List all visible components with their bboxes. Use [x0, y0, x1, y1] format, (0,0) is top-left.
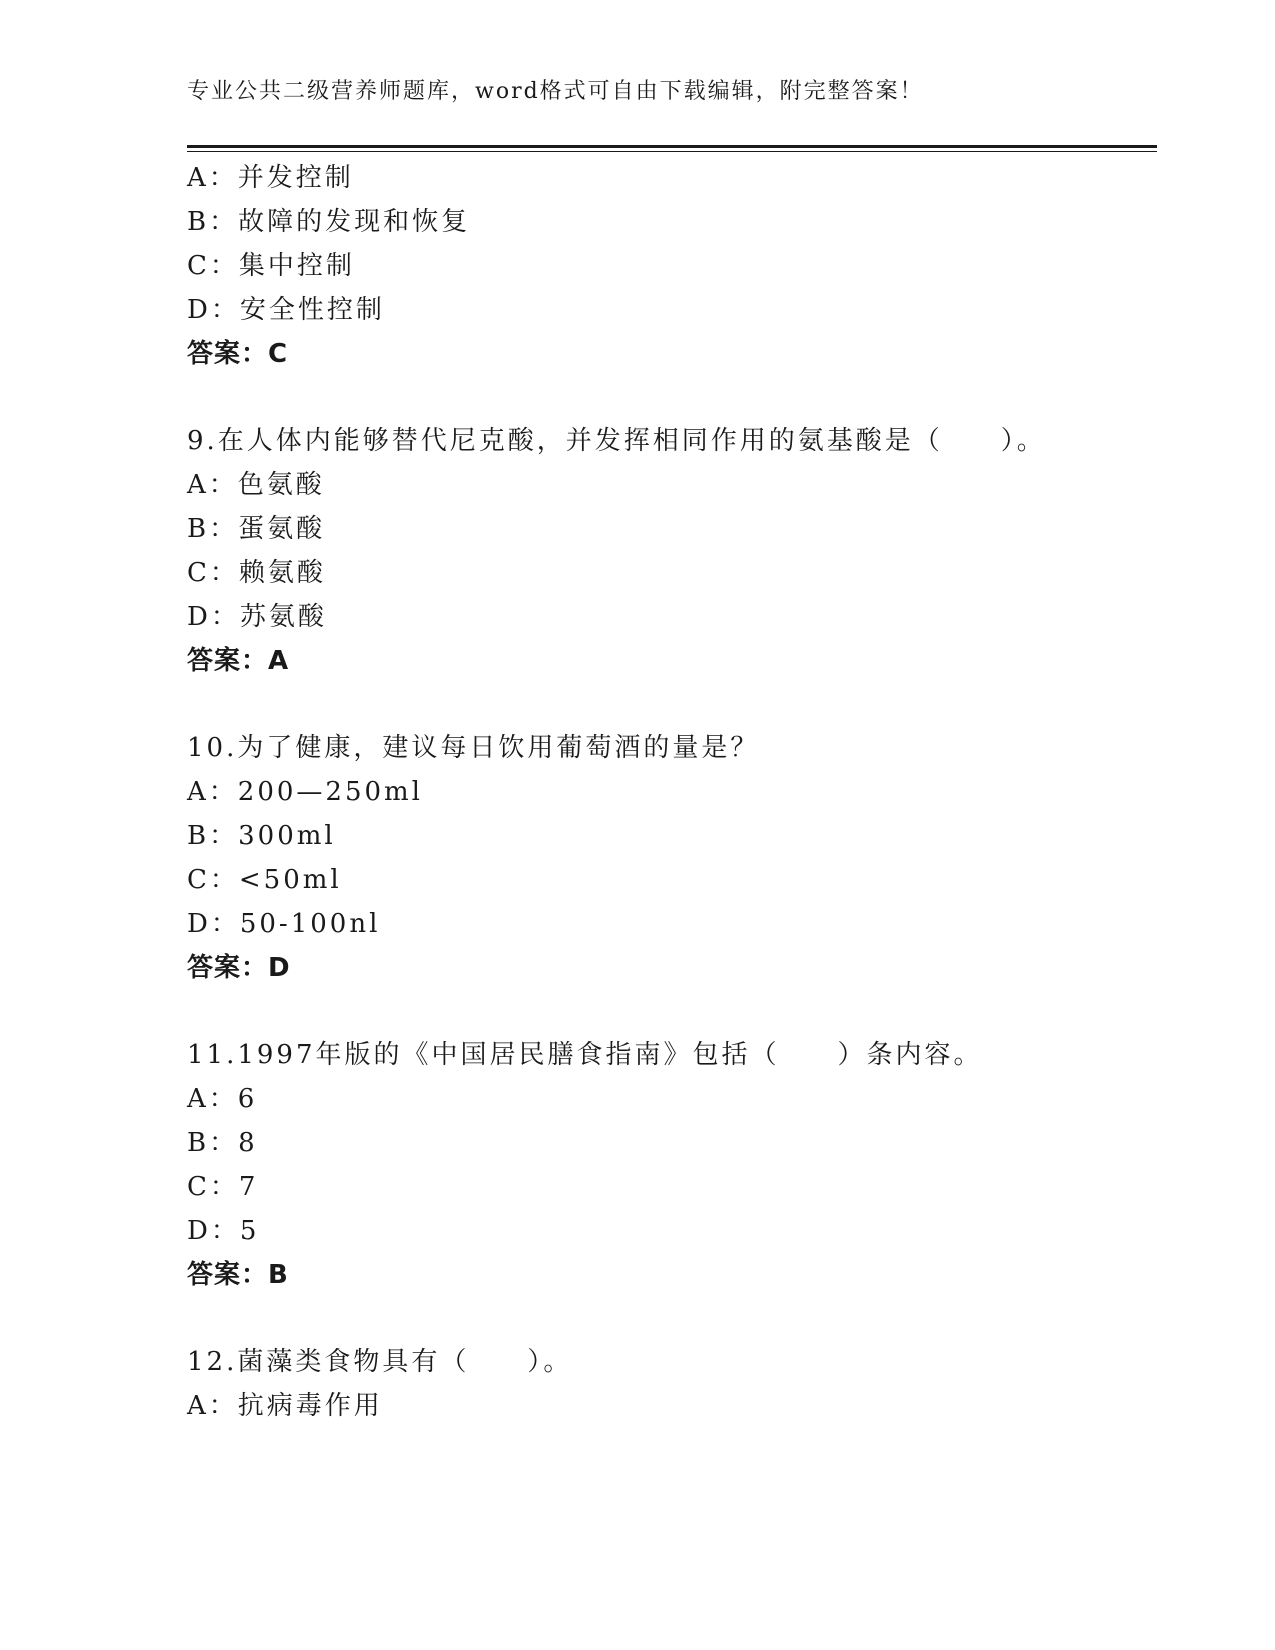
- q11-answer: 答案：B: [187, 1260, 289, 1290]
- q9-option-c: C：赖氨酸: [187, 558, 326, 588]
- q11-option-b: B：8: [187, 1128, 258, 1158]
- q8-answer: 答案：C: [187, 339, 289, 369]
- q10-option-c: C：<50ml: [187, 865, 342, 895]
- q9-option-d: D：苏氨酸: [187, 602, 327, 632]
- q9-option-a: A：色氨酸: [187, 470, 325, 500]
- q10-question: 10.为了健康，建议每日饮用葡萄酒的量是？: [187, 733, 760, 763]
- q8-option-c: C：集中控制: [187, 251, 355, 281]
- q11-question: 11.1997年版的《中国居民膳食指南》包括（ ）条内容。: [187, 1040, 983, 1070]
- q11-option-d: D：5: [187, 1216, 260, 1246]
- q9-option-b: B：蛋氨酸: [187, 514, 326, 544]
- q8-option-d: D：安全性控制: [187, 295, 385, 325]
- q12-question: 12.菌藻类食物具有（ ）。: [187, 1347, 573, 1377]
- q10-answer: 答案：D: [187, 953, 291, 983]
- q9-answer: 答案：A: [187, 646, 290, 676]
- q10-option-b: B：300ml: [187, 821, 336, 851]
- q8-option-b: B：故障的发现和恢复: [187, 207, 471, 237]
- page-header: 专业公共二级营养师题库，word格式可自由下载编辑，附完整答案！: [187, 79, 924, 104]
- q8-option-a: A：并发控制: [187, 163, 354, 193]
- header-divider: [187, 145, 1157, 152]
- q12-option-a: A：抗病毒作用: [187, 1391, 383, 1421]
- q11-option-c: C：7: [187, 1172, 259, 1202]
- q11-option-a: A：6: [187, 1084, 258, 1114]
- q10-option-d: D：50-100nl: [187, 909, 381, 939]
- q10-option-a: A：200—250ml: [187, 777, 423, 807]
- q9-question: 9.在人体内能够替代尼克酸，并发挥相同作用的氨基酸是（ ）。: [187, 426, 1046, 456]
